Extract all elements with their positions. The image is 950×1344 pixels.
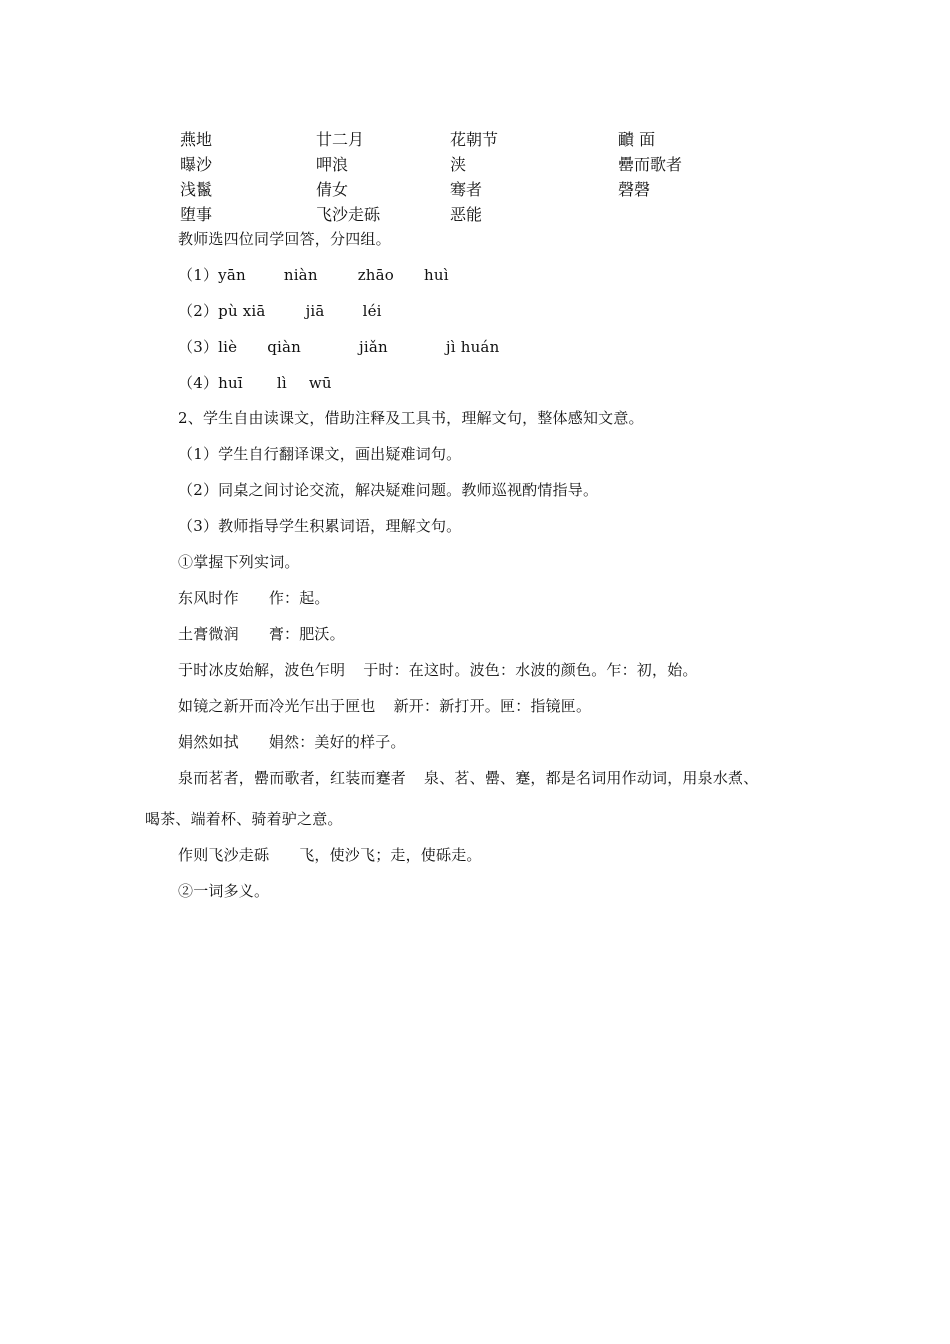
- vocab-word: 燕地: [180, 130, 213, 149]
- phrase: 娟然如拭: [178, 733, 239, 751]
- vocab-word: 恶能: [450, 205, 483, 224]
- pinyin: lì: [276, 374, 287, 392]
- pinyin: jiǎn: [359, 338, 388, 356]
- pinyin: qiàn: [267, 338, 302, 356]
- gloss: 新开：新打开。匣：指镜匣。: [393, 697, 592, 715]
- pinyin-group-3: [178, 336, 499, 357]
- substep-2: （2）同桌之间讨论交流，解决疑难问题。教师巡视酌情指导。: [178, 481, 599, 499]
- vocab-word: 磬磬: [618, 180, 651, 199]
- gloss: 于时：在这时。波色：水波的颜色。乍：初，始。: [363, 661, 698, 679]
- pinyin: zhāo: [357, 266, 395, 284]
- substep-1: （1）学生自行翻译课文，画出疑难词句。: [178, 445, 462, 463]
- pinyin-group-4: [178, 372, 332, 393]
- gloss: 娟然：美好的样子。: [268, 733, 406, 751]
- gloss: 作：起。: [268, 589, 330, 607]
- word-entry: [178, 767, 758, 788]
- pinyin: léi: [362, 302, 382, 320]
- section-heading-polysemy: ②一词多义。: [178, 882, 270, 900]
- vocab-word: 曝沙: [180, 155, 213, 174]
- pinyin: huì: [424, 266, 449, 284]
- intro-paragraph: 教师选四位同学回答，分四组。: [178, 230, 391, 248]
- gloss: 泉、茗、罍、蹇，都是名词用作动词，用泉水煮、: [424, 769, 759, 787]
- word-entry: [178, 844, 482, 865]
- vocab-word: 呷浪: [316, 155, 349, 174]
- phrase: 泉而茗者，罍而歌者，红装而蹇者: [178, 769, 407, 787]
- vocab-row: [180, 151, 780, 176]
- vocab-word: 浅鬣: [180, 180, 213, 199]
- vocab-word: 靧 面: [618, 130, 656, 149]
- pinyin-group-1: [178, 264, 449, 285]
- vocabulary-grid: [180, 126, 780, 226]
- pinyin: jiā: [305, 302, 325, 320]
- phrase: 于时冰皮始解，波色乍明: [178, 661, 346, 679]
- vocab-word: 倩女: [316, 180, 349, 199]
- word-entry: [178, 623, 345, 644]
- gloss: 飞，使沙飞；走，使砾走。: [299, 846, 482, 864]
- vocab-word: 骞者: [450, 180, 483, 199]
- vocab-word: 廿二月: [316, 130, 365, 149]
- pinyin: （4）huī: [178, 374, 243, 392]
- vocab-word: 浃: [450, 155, 467, 174]
- phrase: 如镜之新开而冷光乍出于匣也: [178, 697, 376, 715]
- pinyin-group-2: [178, 300, 382, 321]
- step-2: 2、学生自由读课文，借助注释及工具书，理解文句，整体感知文意。: [178, 409, 644, 427]
- vocab-row: [180, 176, 780, 201]
- phrase: 作则飞沙走砾: [178, 846, 270, 864]
- pinyin: （3）liè: [178, 338, 238, 356]
- pinyin: （2）pù xiā: [178, 302, 266, 320]
- word-entry: [178, 659, 698, 680]
- word-entry: [178, 695, 591, 716]
- vocab-word: 罍而歌者: [618, 155, 683, 174]
- phrase: 土膏微润: [178, 625, 239, 643]
- pinyin: （1）yān: [178, 266, 246, 284]
- vocab-row: [180, 201, 780, 226]
- word-entry-continuation: 喝茶、端着杯、骑着驴之意。: [145, 810, 343, 828]
- phrase: 东风时作: [178, 589, 239, 607]
- section-heading-content-words: ①掌握下列实词。: [178, 553, 300, 571]
- vocab-word: 堕事: [180, 205, 213, 224]
- pinyin: wū: [308, 374, 332, 392]
- pinyin: niàn: [283, 266, 318, 284]
- vocab-word: 花朝节: [450, 130, 499, 149]
- pinyin: jì huán: [445, 338, 500, 356]
- word-entry: [178, 587, 330, 608]
- vocab-word: 飞沙走砾: [316, 205, 381, 224]
- vocab-row: [180, 126, 780, 151]
- gloss: 膏：肥沃。: [268, 625, 345, 643]
- word-entry: [178, 731, 406, 752]
- substep-3: （3）教师指导学生积累词语，理解文句。: [178, 517, 462, 535]
